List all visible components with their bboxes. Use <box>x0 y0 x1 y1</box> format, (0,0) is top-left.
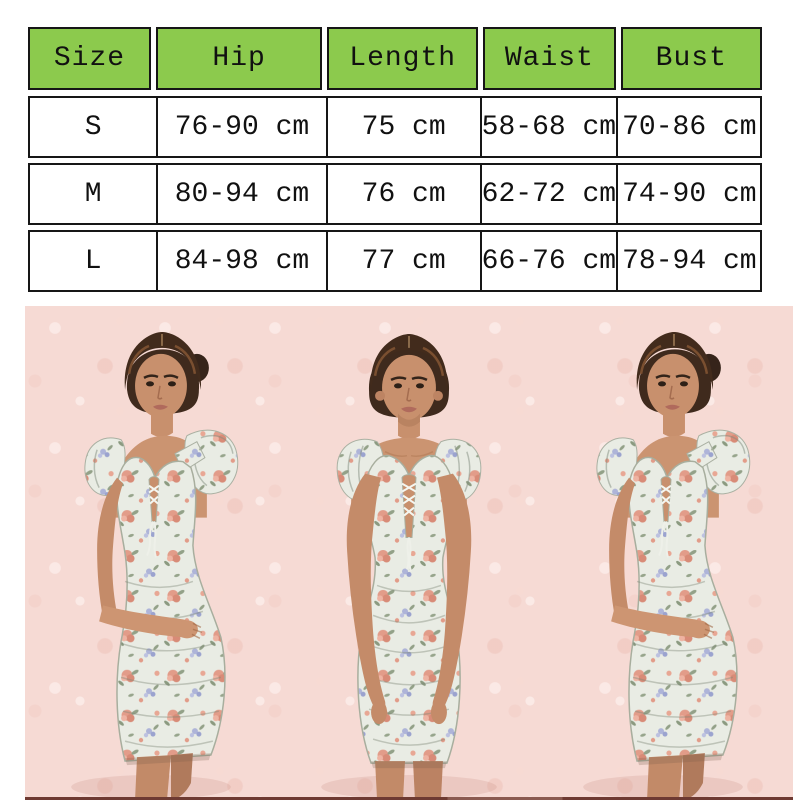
header-cell-size: Size <box>28 27 151 90</box>
header-cell-length: Length <box>327 27 478 90</box>
table-row-size-s <box>28 96 762 158</box>
cell-l-size: L <box>84 245 102 277</box>
cell-s-bust: 70-86 cm <box>616 98 761 156</box>
cell-m-bust: 74-90 cm <box>616 165 761 223</box>
header-cell-waist: Waist <box>483 27 616 90</box>
cell-s-hip: 76-90 cm <box>156 98 325 156</box>
product-photo-model-side-right <box>537 306 793 800</box>
product-photo-model-side-left <box>25 306 281 800</box>
cell-l-hip: 84-98 cm <box>156 232 325 290</box>
table-row-size-l <box>28 230 762 292</box>
cell-s-length: 75 cm <box>326 98 480 156</box>
product-photo-strip <box>25 306 793 800</box>
cell-s-waist: 58-68 cm <box>480 98 616 156</box>
cell-l-length: 77 cm <box>326 232 480 290</box>
cell-l-waist: 66-76 cm <box>480 232 616 290</box>
header-cell-hip: Hip <box>156 27 322 90</box>
size-chart-header-row <box>28 27 762 90</box>
header-cell-bust: Bust <box>621 27 762 90</box>
cell-m-size: M <box>84 178 102 210</box>
cell-m-waist: 62-72 cm <box>480 165 616 223</box>
table-row-size-m <box>28 163 762 225</box>
cell-m-length: 76 cm <box>326 165 480 223</box>
product-photo-model-front <box>281 306 537 800</box>
cell-l-bust: 78-94 cm <box>616 232 761 290</box>
cell-m-hip: 80-94 cm <box>156 165 325 223</box>
cell-s-size: S <box>84 111 102 143</box>
size-chart-table <box>28 27 762 297</box>
